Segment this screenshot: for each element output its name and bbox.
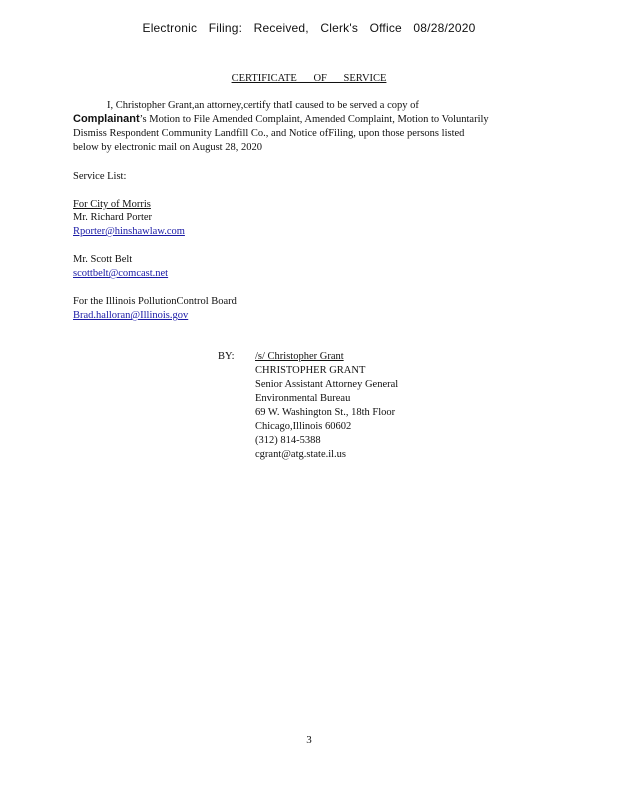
signer-title: Senior Assistant Attorney General [255,379,399,390]
service-list-label: Service List: [73,171,127,182]
page-number: 3 [306,734,312,746]
recipient-1-email-link[interactable]: Rporter@hinshawlaw.com [73,226,185,237]
recipient-1-name: Mr. Richard Porter [73,212,153,223]
paragraph-line-2-rest: ’s Motion to File Amended Complaint, Amended Complaint, Motion to Voluntarily [139,114,489,125]
signer-email: cgrant@atg.state.il.us [255,449,347,460]
recipient-3-org: For the Illinois PollutionControl Board [73,296,237,307]
recipient-2-email-link[interactable]: scottbelt@comcast.net [73,268,169,279]
paragraph-line-1: I, Christopher Grant,an attorney,certify thatI caused to be served a copy of [107,100,419,111]
recipient-3-email-link[interactable]: Brad.halloran@Illinois.gov [73,310,189,321]
paragraph-line-4: below by electronic mail on August 28, 2020 [73,142,262,153]
signer-phone: (312) 814-5388 [255,435,321,446]
signer-name: CHRISTOPHER GRANT [255,365,366,376]
certificate-title: CERTIFICATE OF SERVICE [231,73,387,84]
by-label: BY: [218,351,235,362]
paragraph-line-3: Dismiss Respondent Community Landfill Co., and Notice ofFiling, upon those persons listed [73,128,465,139]
complainant-bold: Complainant [73,113,140,125]
filing-header: Electronic Filing: Received, Clerk's Office 08/28/2020 [142,21,476,35]
signer-address-1: 69 W. Washington St., 18th Floor [255,407,396,418]
paragraph-line-2 [73,113,489,125]
signer-bureau: Environmental Bureau [255,393,351,404]
recipient-2-name: Mr. Scott Belt [73,254,133,265]
recipient-1-org: For City of Morris [73,199,151,210]
signer-address-2: Chicago,Illinois 60602 [255,421,352,432]
signature-line: /s/ Christopher Grant [255,351,344,362]
